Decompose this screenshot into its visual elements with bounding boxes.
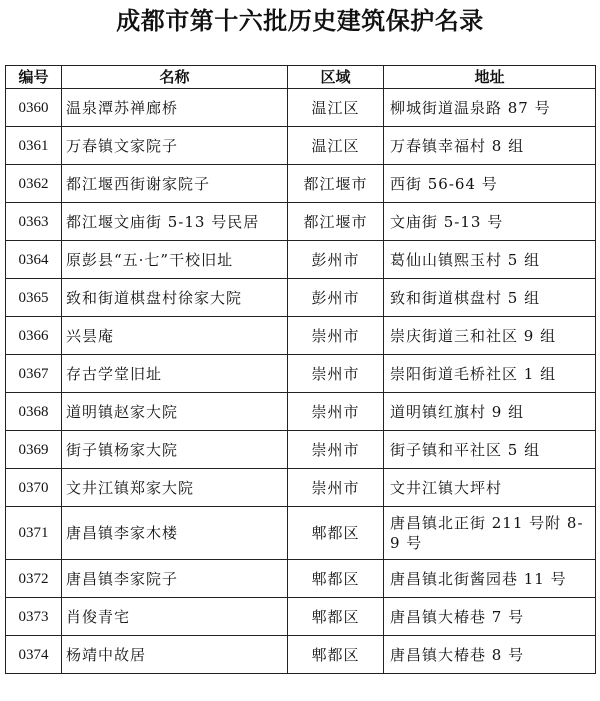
cell-name: 都江堰文庙街 5-13 号民居 bbox=[62, 203, 288, 241]
cell-district: 崇州市 bbox=[288, 469, 384, 507]
cell-district: 都江堰市 bbox=[288, 165, 384, 203]
cell-code: 0373 bbox=[6, 598, 62, 636]
table-row bbox=[6, 560, 596, 598]
table-row bbox=[6, 393, 596, 431]
cell-code: 0360 bbox=[6, 89, 62, 127]
cell-address: 道明镇红旗村 9 组 bbox=[384, 393, 596, 431]
cell-district: 崇州市 bbox=[288, 431, 384, 469]
heritage-buildings-table bbox=[5, 65, 596, 674]
cell-name: 兴昙庵 bbox=[62, 317, 288, 355]
cell-name: 原彭县“五·七”干校旧址 bbox=[62, 241, 288, 279]
cell-code: 0374 bbox=[6, 636, 62, 674]
cell-district: 温江区 bbox=[288, 127, 384, 165]
cell-code: 0367 bbox=[6, 355, 62, 393]
cell-name: 道明镇赵家大院 bbox=[62, 393, 288, 431]
cell-address: 唐昌镇北正街 211 号附 8-9 号 bbox=[384, 507, 596, 560]
cell-district: 郫都区 bbox=[288, 507, 384, 560]
cell-name: 街子镇杨家大院 bbox=[62, 431, 288, 469]
column-header-code: 编号 bbox=[6, 66, 62, 89]
cell-code: 0364 bbox=[6, 241, 62, 279]
column-header-district: 区域 bbox=[288, 66, 384, 89]
cell-district: 崇州市 bbox=[288, 393, 384, 431]
cell-district: 彭州市 bbox=[288, 241, 384, 279]
cell-name: 温泉潭苏禅廊桥 bbox=[62, 89, 288, 127]
cell-name: 致和街道棋盘村徐家大院 bbox=[62, 279, 288, 317]
cell-district: 彭州市 bbox=[288, 279, 384, 317]
cell-code: 0366 bbox=[6, 317, 62, 355]
cell-address: 唐昌镇大椿巷 7 号 bbox=[384, 598, 596, 636]
table-row bbox=[6, 89, 596, 127]
table-row bbox=[6, 241, 596, 279]
column-header-name: 名称 bbox=[62, 66, 288, 89]
cell-code: 0371 bbox=[6, 507, 62, 560]
cell-name: 唐昌镇李家院子 bbox=[62, 560, 288, 598]
cell-address: 崇庆街道三和社区 9 组 bbox=[384, 317, 596, 355]
cell-address: 唐昌镇大椿巷 8 号 bbox=[384, 636, 596, 674]
cell-district: 都江堰市 bbox=[288, 203, 384, 241]
column-header-address: 地址 bbox=[384, 66, 596, 89]
cell-code: 0370 bbox=[6, 469, 62, 507]
cell-address: 文庙街 5-13 号 bbox=[384, 203, 596, 241]
table-row bbox=[6, 469, 596, 507]
table-row bbox=[6, 636, 596, 674]
table-header-row bbox=[6, 66, 596, 89]
table-row bbox=[6, 355, 596, 393]
cell-name: 文井江镇郑家大院 bbox=[62, 469, 288, 507]
cell-name: 杨靖中故居 bbox=[62, 636, 288, 674]
cell-district: 温江区 bbox=[288, 89, 384, 127]
cell-address: 崇阳街道毛桥社区 1 组 bbox=[384, 355, 596, 393]
cell-address: 文井江镇大坪村 bbox=[384, 469, 596, 507]
cell-district: 郫都区 bbox=[288, 636, 384, 674]
cell-name: 万春镇文家院子 bbox=[62, 127, 288, 165]
table-row bbox=[6, 203, 596, 241]
cell-address: 柳城街道温泉路 87 号 bbox=[384, 89, 596, 127]
cell-code: 0361 bbox=[6, 127, 62, 165]
cell-name: 存古学堂旧址 bbox=[62, 355, 288, 393]
cell-code: 0368 bbox=[6, 393, 62, 431]
cell-code: 0363 bbox=[6, 203, 62, 241]
table-row bbox=[6, 127, 596, 165]
cell-code: 0369 bbox=[6, 431, 62, 469]
cell-code: 0362 bbox=[6, 165, 62, 203]
cell-district: 郫都区 bbox=[288, 598, 384, 636]
cell-district: 崇州市 bbox=[288, 317, 384, 355]
cell-address: 葛仙山镇熙玉村 5 组 bbox=[384, 241, 596, 279]
cell-name: 肖俊青宅 bbox=[62, 598, 288, 636]
cell-name: 唐昌镇李家木楼 bbox=[62, 507, 288, 560]
cell-address: 致和街道棋盘村 5 组 bbox=[384, 279, 596, 317]
cell-code: 0372 bbox=[6, 560, 62, 598]
cell-district: 郫都区 bbox=[288, 560, 384, 598]
cell-name: 都江堰西街谢家院子 bbox=[62, 165, 288, 203]
table-row bbox=[6, 165, 596, 203]
table-row bbox=[6, 507, 596, 560]
cell-address: 西街 56-64 号 bbox=[384, 165, 596, 203]
table-row bbox=[6, 431, 596, 469]
cell-district: 崇州市 bbox=[288, 355, 384, 393]
cell-address: 唐昌镇北街酱园巷 11 号 bbox=[384, 560, 596, 598]
table-row bbox=[6, 317, 596, 355]
cell-address: 万春镇幸福村 8 组 bbox=[384, 127, 596, 165]
table-row bbox=[6, 279, 596, 317]
document-title: 成都市第十六批历史建筑保护名录 bbox=[116, 7, 484, 35]
cell-address: 街子镇和平社区 5 组 bbox=[384, 431, 596, 469]
table-row bbox=[6, 598, 596, 636]
cell-code: 0365 bbox=[6, 279, 62, 317]
